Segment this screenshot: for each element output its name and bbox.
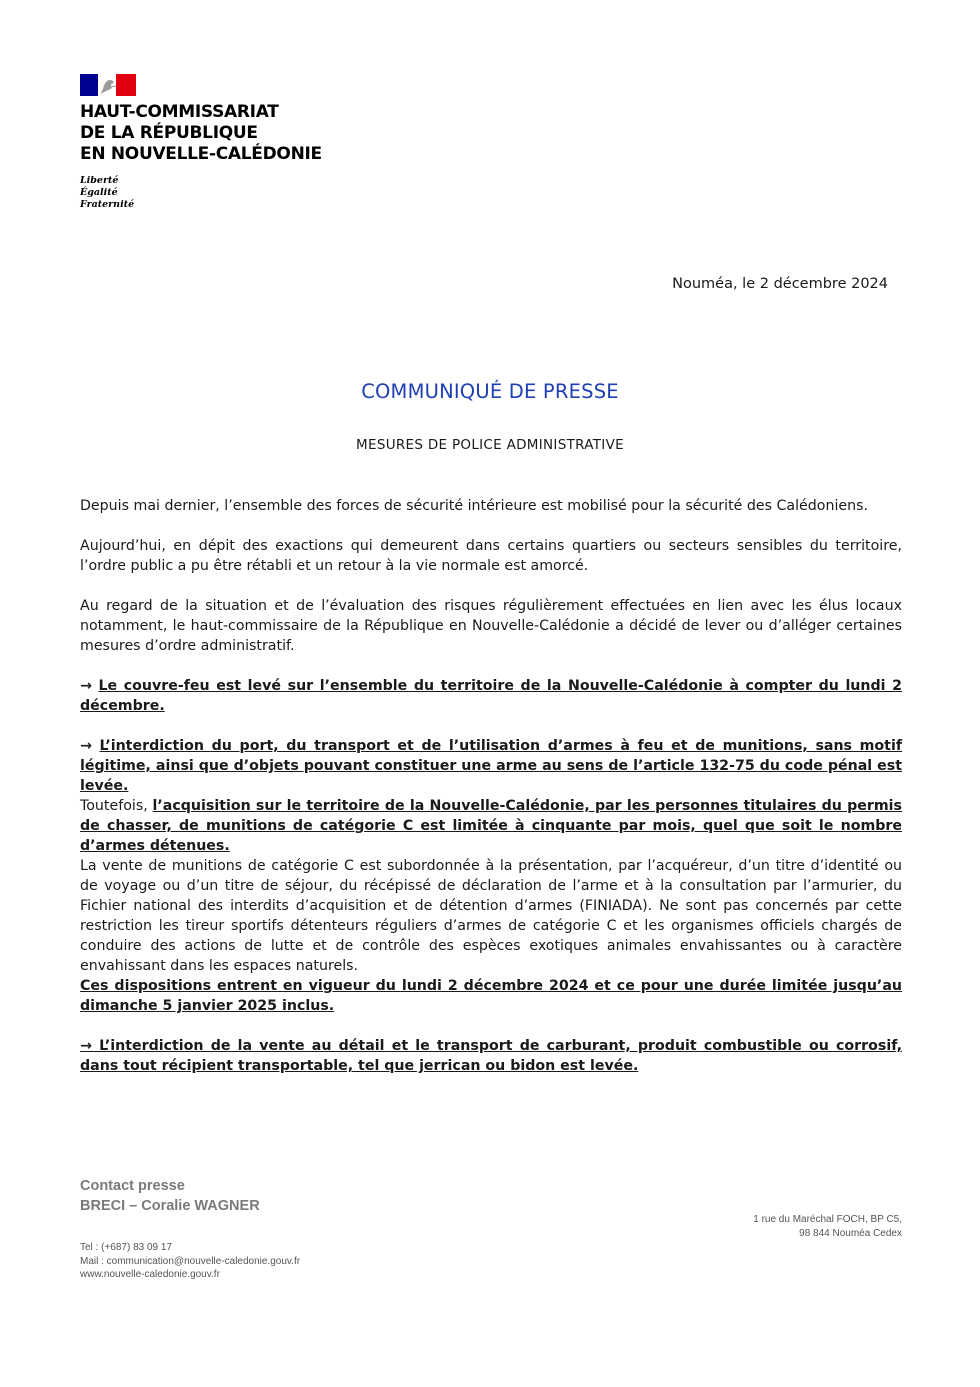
contact-details	[80, 1241, 300, 1282]
postal-address	[753, 1213, 902, 1240]
motto-egalite: Égalité	[80, 187, 118, 198]
measure-curfew	[80, 676, 902, 716]
motto-fraternite: Fraternité	[80, 199, 135, 210]
ammunition-sale-conditions: La vente de munitions de catégorie C est subordonnée à la présentation, par l’acquéreur, d’un titre d’identité ou de voyage ou d’un titre de séjour, du récépissé de déclaration de l’arme et à la consultation par l’armurier, du Fichier national des interdits d’acquisition et de détention d’armes (FINIADA). Ne sont pas concernés par cette restriction les tireur sportifs détenteurs réguliers d’armes de catégorie C et les organismes officiels chargés de conduire des actions de lutte et de contrôle des espèces exotiques animales envahissantes ou à caractère envahissant dans les espaces naturels.	[80, 858, 902, 974]
toutefois-label: Toutefois,	[80, 798, 153, 814]
organisation-name	[80, 102, 322, 165]
org-line-2: DE LA RÉPUBLIQUE	[80, 123, 258, 143]
org-line-3: EN NOUVELLE-CALÉDONIE	[80, 144, 322, 164]
press-contact	[80, 1176, 260, 1216]
arrow-icon: →	[80, 678, 99, 694]
measure-fuel: → L’interdiction de la vente au détail et le transport de carburant, produit combustible ou corrosif, dans tout récipient transportable, tel que jerrican ou bidon est levée.	[80, 1038, 902, 1074]
org-line-1: HAUT-COMMISSARIAT	[80, 102, 279, 122]
contact-email: Mail : communication@nouvelle-caledonie.gouv.fr	[80, 1255, 301, 1267]
contact-website: www.nouvelle-caledonie.gouv.fr	[80, 1269, 220, 1280]
arrow-icon: →	[80, 738, 100, 754]
contact-phone: Tel : (+687) 83 09 17	[80, 1242, 173, 1253]
contact-title: Contact presse	[80, 1178, 185, 1194]
logo-block	[80, 74, 322, 211]
page-subtitle: MESURES DE POLICE ADMINISTRATIVE	[356, 437, 624, 453]
measure-validity-period: Ces dispositions entrent en vigueur du lundi 2 décembre 2024 et ce pour une durée limitée jusqu’au dimanche 5 janvier 2025 inclus.	[80, 978, 902, 1014]
measure-weapons	[80, 736, 902, 796]
ammunition-limit-text: l’acquisition sur le territoire de la Nouvelle-Calédonie, par les personnes titulaires du permis de chasser, de munitions de catégorie C est limitée à cinquante par mois, quel que soit le nombre d’armes détenues.	[80, 798, 902, 854]
republic-motto	[80, 175, 322, 211]
measure-curfew-text: Le couvre-feu est levé sur l’ensemble du territoire de la Nouvelle-Calédonie à compter du lundi 2 décembre.	[80, 678, 902, 714]
contact-name: BRECI – Coralie WAGNER	[80, 1198, 260, 1214]
marianne-flag-logo	[80, 74, 136, 96]
measure-weapons-text: L’interdiction du port, du transport et de l’utilisation d’armes à feu et de munitions, sans motif légitime, ainsi que d’objets pouvant constituer une arme au sens de l’article 132-75 du code pénal est levée.	[80, 738, 903, 794]
page-title: COMMUNIQUÉ DE PRESSE	[361, 380, 619, 403]
paragraph-public-order: Aujourd’hui, en dépit des exactions qui demeurent dans certains quartiers ou secteurs sensibles du territoire, l’ordre public a pu être rétabli et un retour à la vie normale est amorcé.	[80, 538, 902, 574]
document-date: Nouméa, le 2 décembre 2024	[672, 276, 888, 292]
address-line-2: 98 844 Nouméa Cedex	[799, 1227, 902, 1239]
paragraph-intro: Depuis mai dernier, l’ensemble des forces de sécurité intérieure est mobilisé pour la sécurité des Calédoniens.	[80, 498, 869, 514]
paragraph-decision: Au regard de la situation et de l’évaluation des risques régulièrement effectuées en lien avec les élus locaux notamment, le haut-commissaire de la République en Nouvelle-Calédonie a décidé de lever ou d’alléger certaines mesures d’ordre administratif.	[80, 598, 902, 654]
address-line-1: 1 rue du Maréchal FOCH, BP C5,	[753, 1214, 902, 1225]
press-release-body	[80, 496, 902, 1096]
motto-liberte: Liberté	[80, 175, 119, 186]
measure-weapons-exception	[80, 796, 902, 856]
